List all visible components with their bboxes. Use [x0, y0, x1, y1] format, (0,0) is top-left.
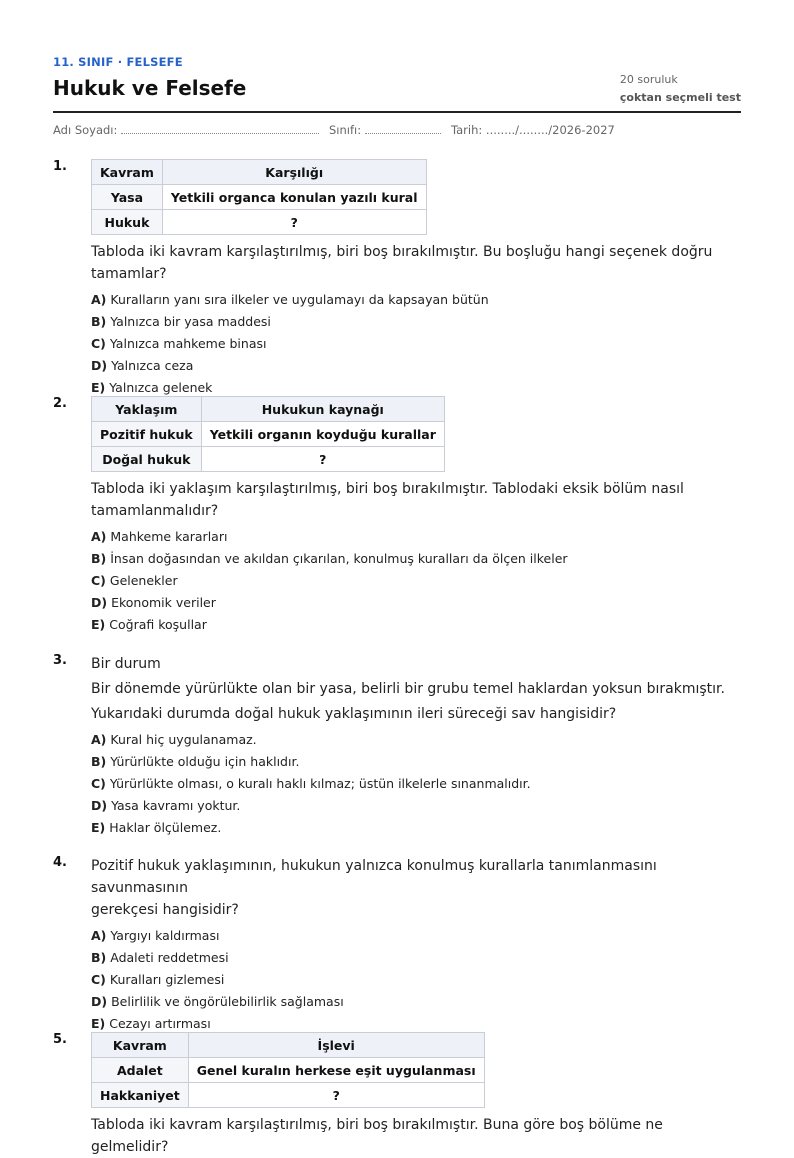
question-number: 2.	[53, 396, 67, 411]
question-intro: Bir durum	[91, 656, 161, 672]
date-label: Tarih: ......../......../2026-2027	[451, 123, 615, 137]
table-cell: Hukuk	[92, 210, 163, 235]
question-number: 3.	[53, 653, 67, 668]
question-stem	[91, 478, 741, 522]
option-b[interactable]: B) Yalnızca bir yasa maddesi	[91, 314, 271, 329]
table-cell: Yasa	[92, 185, 163, 210]
table-cell: Yetkili organın koyduğu kurallar	[201, 422, 444, 447]
question-count: 20 soruluk	[619, 73, 678, 86]
options-list	[91, 526, 741, 636]
table-cell-blank: ?	[162, 210, 426, 235]
table-header: Yaklaşım	[92, 397, 202, 422]
option-d[interactable]: D) Belirlilik ve öngörülebilirlik sağlaması	[91, 994, 344, 1009]
option-e[interactable]: E) Coğrafi koşullar	[91, 617, 207, 632]
class-blank	[365, 123, 441, 134]
table-header: Kavram	[92, 1033, 189, 1058]
question-stem: Yukarıdaki durumda doğal hukuk yaklaşımının ileri süreceği sav hangisidir?	[91, 706, 617, 722]
options-list	[91, 289, 741, 399]
question-body	[91, 1032, 741, 1158]
table-cell: Hakkaniyet	[92, 1083, 189, 1108]
stem-line: Pozitif hukuk yaklaşımının, hukukun yalnızca konulmuş kurallarla tanımlanmasını savunmasının	[91, 858, 657, 896]
stem-line: gerekçesi hangisidir?	[91, 902, 239, 918]
option-e[interactable]: E) Haklar ölçülemez.	[91, 820, 222, 835]
option-c[interactable]: C) Kuralları gizlemesi	[91, 972, 225, 987]
table-cell: Pozitif hukuk	[92, 422, 202, 447]
table-cell-blank: ?	[201, 447, 444, 472]
question-stem	[91, 855, 741, 921]
table-header: Hukukun kaynağı	[201, 397, 444, 422]
option-e[interactable]: E) Cezayı artırması	[91, 1016, 211, 1031]
course-label: 11. SINIF · FELSEFE	[53, 55, 183, 69]
name-field[interactable]	[53, 123, 319, 137]
table-cell: Adalet	[92, 1058, 189, 1083]
question-body	[91, 396, 741, 636]
class-label: Sınıfı:	[329, 123, 362, 137]
option-c[interactable]: C) Gelenekler	[91, 573, 178, 588]
page-title: Hukuk ve Felsefe	[53, 76, 247, 100]
comparison-table	[91, 159, 427, 235]
name-blank	[121, 123, 319, 134]
option-a[interactable]: A) Kural hiç uygulanamaz.	[91, 732, 257, 747]
question-body	[91, 653, 741, 839]
option-e[interactable]: E) Yalnızca gelenek	[91, 380, 213, 395]
test-type: çoktan seçmeli test	[619, 91, 741, 104]
table-header: Kavram	[92, 160, 163, 185]
test-meta	[620, 71, 741, 107]
table-cell-blank: ?	[188, 1083, 484, 1108]
question-number: 4.	[53, 855, 67, 870]
class-field[interactable]	[329, 123, 441, 137]
option-d[interactable]: D) Ekonomik veriler	[91, 595, 216, 610]
question-number: 1.	[53, 159, 67, 174]
options-list	[91, 925, 741, 1035]
name-label: Adı Soyadı:	[53, 123, 118, 137]
option-c[interactable]: C) Yalnızca mahkeme binası	[91, 336, 267, 351]
option-a[interactable]: A) Yargıyı kaldırması	[91, 928, 220, 943]
option-b[interactable]: B) Adaleti reddetmesi	[91, 950, 229, 965]
table-header: İşlevi	[188, 1033, 484, 1058]
option-b[interactable]: B) İnsan doğasından ve akıldan çıkarılan, konulmuş kuralları da ölçen ilkeler	[91, 551, 568, 566]
comparison-table	[91, 396, 445, 472]
table-cell: Genel kuralın herkese eşit uygulanması	[188, 1058, 484, 1083]
question-body	[91, 159, 741, 399]
stem-line: tamamlanmalıdır?	[91, 503, 219, 519]
option-a[interactable]: A) Kuralların yanı sıra ilkeler ve uygulamayı da kapsayan bütün	[91, 292, 489, 307]
options-list	[91, 729, 741, 839]
date-field[interactable]	[451, 123, 615, 137]
comparison-table	[91, 1032, 485, 1108]
option-c[interactable]: C) Yürürlükte olması, o kuralı haklı kılmaz; üstün ilkelerle sınanmalıdır.	[91, 776, 531, 791]
option-b[interactable]: B) Yürürlükte olduğu için haklıdır.	[91, 754, 300, 769]
option-a[interactable]: A) Mahkeme kararları	[91, 529, 228, 544]
table-cell: Yetkili organca konulan yazılı kural	[162, 185, 426, 210]
option-d[interactable]: D) Yalnızca ceza	[91, 358, 194, 373]
question-stem: Tabloda iki kavram karşılaştırılmış, biri boş bırakılmıştır. Bu boşluğu hangi seçenek doğru tamamlar?	[91, 244, 713, 282]
question-scenario: Bir dönemde yürürlükte olan bir yasa, belirli bir grubu temel haklardan yoksun bırakmıştır.	[91, 681, 725, 697]
question-number: 5.	[53, 1032, 67, 1047]
question-body	[91, 855, 741, 1035]
table-header: Karşılığı	[162, 160, 426, 185]
table-cell: Doğal hukuk	[92, 447, 202, 472]
header-divider	[53, 111, 741, 113]
question-stem: Tabloda iki kavram karşılaştırılmış, biri boş bırakılmıştır. Buna göre boş bölüme ne gelmelidir?	[91, 1117, 663, 1155]
option-d[interactable]: D) Yasa kavramı yoktur.	[91, 798, 241, 813]
stem-line: Tabloda iki yaklaşım karşılaştırılmış, biri boş bırakılmıştır. Tablodaki eksik bölüm nasıl	[91, 481, 684, 497]
